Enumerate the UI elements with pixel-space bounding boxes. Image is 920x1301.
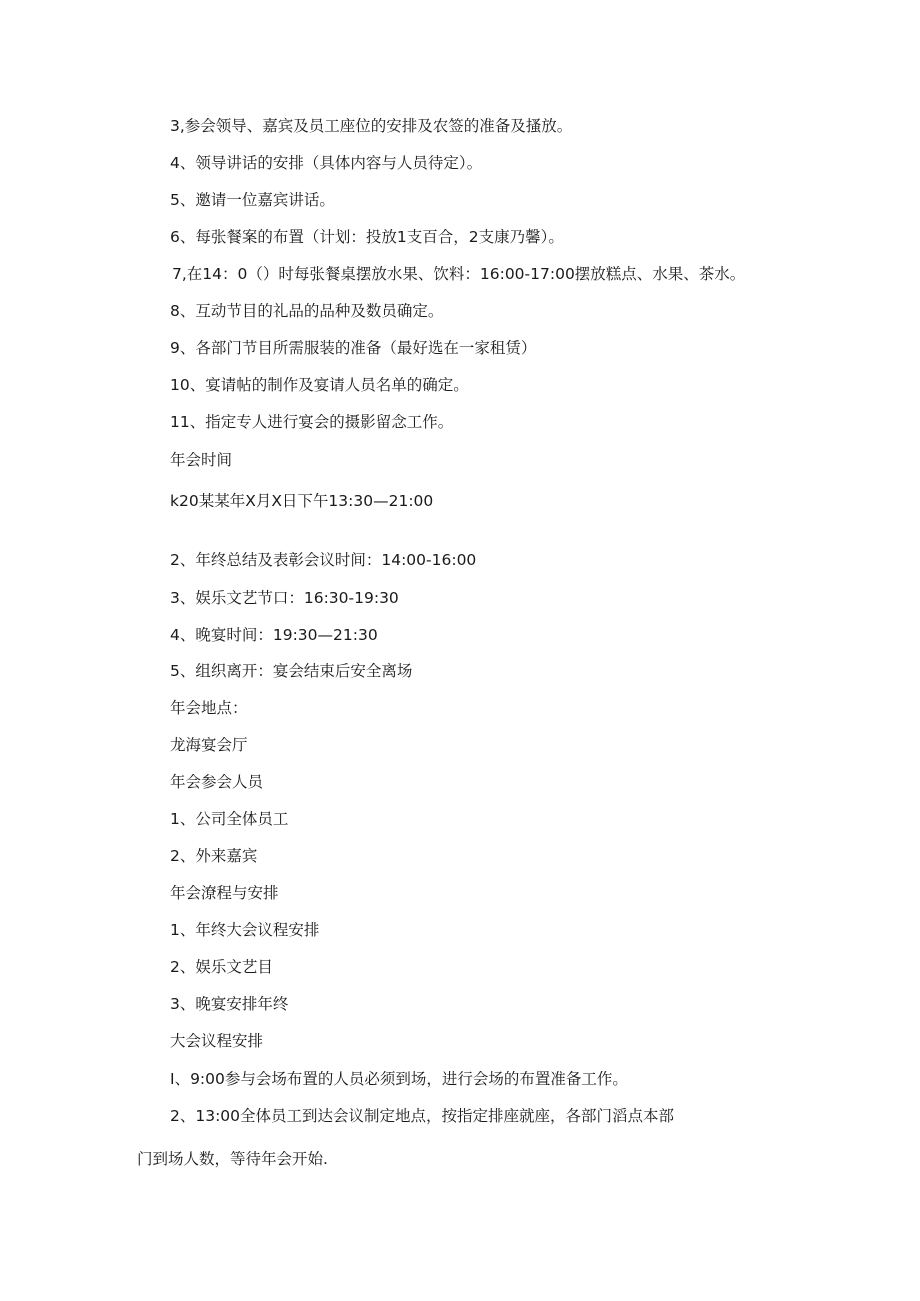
text-line: 3、晚宴安排年终 xyxy=(170,995,289,1013)
text-line: 3,参会领导、嘉宾及员工座位的安排及农签的准备及搔放。 xyxy=(170,117,573,135)
text-line: 2、13:00全体员工到达会议制定地点，按指定排座就座，各部门滔点本部 xyxy=(170,1107,675,1125)
text-line: 2、年终总结及表彰会议时间：14:00-16:00 xyxy=(170,551,477,569)
text-line: 1、公司全体员工 xyxy=(170,810,289,828)
text-line: 3、娱乐文艺节口：16:30-19:30 xyxy=(170,589,399,607)
text-line: 8、互动节目的礼品的品种及数员确定。 xyxy=(170,302,444,320)
text-line: 4、领导讲话的安排（具体内容与人员待定）。 xyxy=(170,154,483,172)
section-heading: 年会参会人员 xyxy=(170,773,264,791)
text-line: 2、娱乐文艺目 xyxy=(170,958,273,976)
text-line: I、9:00参与会场布置的人员必须到场，进行会场的布置准备工作。 xyxy=(170,1070,628,1088)
text-line: 5、组织离开：宴会结束后安全离场 xyxy=(170,662,413,680)
text-line: 7,在14：0（）时每张餐桌摆放水果、饮料：16:00-17:00摆放糕点、水果、茶水。 xyxy=(172,265,746,283)
text-line: 9、各部门节目所需服装的准备（最好选在一家租赁） xyxy=(170,339,537,357)
text-line: 龙海宴会厅 xyxy=(170,736,248,754)
text-line: 10、宴请帖的制作及宴请人员名单的确定。 xyxy=(170,376,469,394)
text-line: 2、外来嘉宾 xyxy=(170,847,258,865)
section-heading: 年会地点： xyxy=(170,699,248,717)
text-line: k20某某年X月X日下午13:30—21:00 xyxy=(170,492,434,510)
text-line: 11、指定专人进行宴会的摄影留念工作。 xyxy=(170,413,454,431)
text-line: 5、邀请一位嘉宾讲话。 xyxy=(170,191,335,209)
section-heading: 年会潦程与安排 xyxy=(170,884,279,902)
text-line: 6、每张餐案的布置（计划：投放1支百合，2支康乃馨）。 xyxy=(170,228,564,246)
section-heading: 年会时间 xyxy=(170,451,233,469)
section-heading: 大会议程安排 xyxy=(170,1032,264,1050)
text-line: 1、年终大会议程安排 xyxy=(170,921,320,939)
text-line: 门到场人数，等待年会开始. xyxy=(137,1150,328,1168)
text-line: 4、晚宴时间：19:30—21:30 xyxy=(170,626,378,644)
